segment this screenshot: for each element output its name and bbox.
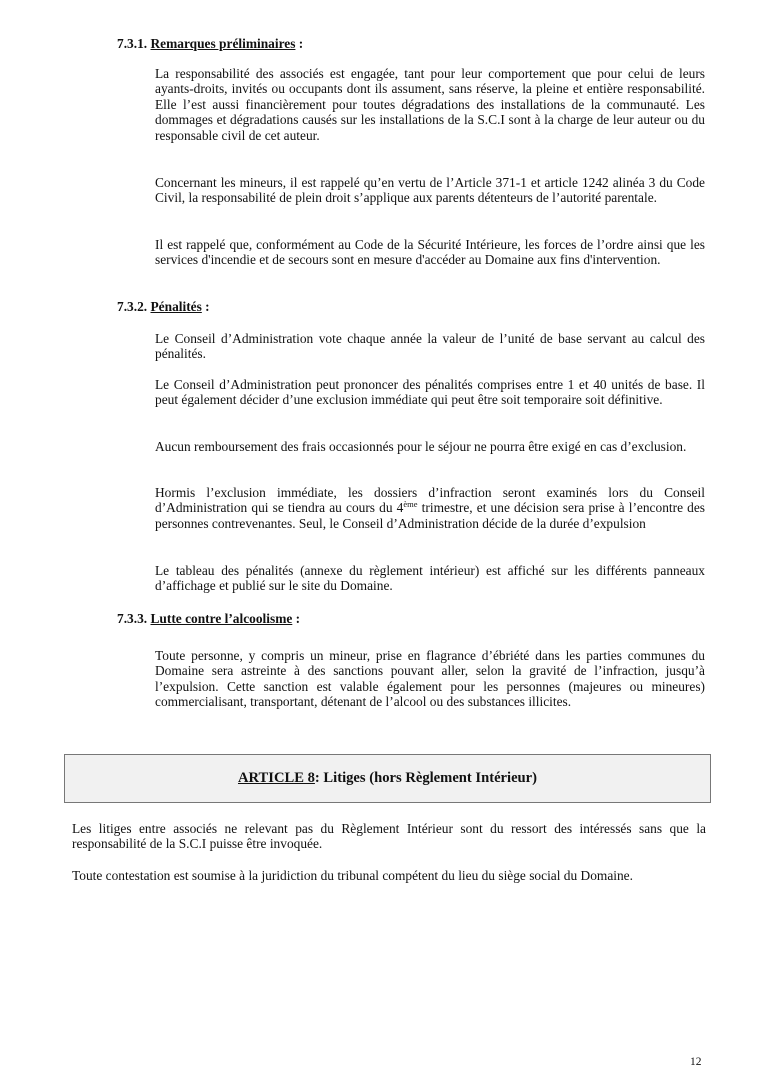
section-colon: : xyxy=(201,299,210,314)
paragraph: Toute personne, y compris un mineur, prise en flagrance d’ébriété dans les parties communes du Domaine sera astreinte à des sanctions pouvant aller, selon la gravité de l’infraction, jusqu’à l’expulsion. Cette sanction est valable également pour les personnes (majeures ou mineures) commercialisant, transportant, détenant de l’alcool ou des substances illicites. xyxy=(155,648,705,710)
section-heading-7-3-3 xyxy=(117,611,300,626)
section-colon: : xyxy=(295,36,304,51)
paragraph: Les litiges entre associés ne relevant pas du Règlement Intérieur sont du ressort des intéressés sans que la responsabilité de la S.C.I puisse être invoquée. xyxy=(72,821,706,852)
paragraph: Le Conseil d’Administration peut prononcer des pénalités comprises entre 1 et 40 unités de base. Il peut également décider d’une exclusion immédiate qui peut être soit temporaire soit définitive. xyxy=(155,377,705,408)
section-title: Pénalités xyxy=(150,299,202,314)
section-heading-7-3-2 xyxy=(117,299,210,314)
superscript: ème xyxy=(403,499,418,510)
article-heading-box xyxy=(64,754,711,803)
paragraph: Il est rappelé que, conformément au Code de la Sécurité Intérieure, les forces de l’ordre ainsi que les services d'incendie et de secours sont en mesure d'accéder au Domaine aux fins d'intervention. xyxy=(155,237,705,268)
paragraph: Concernant les mineurs, il est rappelé qu’en vertu de l’Article 371-1 et article 1242 alinéa 3 du Code Civil, la responsabilité de plein droit s’applique aux parents détenteurs de l’autorité parentale. xyxy=(155,175,705,206)
paragraph-text: Hormis l’exclusion immédiate, les dossiers d’infraction seront examinés lors du Conseil d’Administration qui se tiendra au cours du 4 xyxy=(155,485,705,516)
paragraph: Aucun remboursement des frais occasionnés pour le séjour ne pourra être exigé en cas d’exclusion. xyxy=(155,439,687,454)
section-title: Lutte contre l’alcoolisme xyxy=(150,611,293,626)
section-number: 7.3.2. xyxy=(117,299,148,314)
section-colon: : xyxy=(292,611,301,626)
article-reference: ARTICLE 8 xyxy=(237,769,315,786)
infraction-paragraph xyxy=(155,485,705,531)
paragraph-text: trimestre, et une décision sera prise à l’encontre des personnes contrevenantes. Seul, le Conseil d’Administration décide de la durée d’expulsion xyxy=(155,500,705,531)
paragraph: Toute contestation est soumise à la juridiction du tribunal compétent du lieu du siège social du Domaine. xyxy=(72,868,633,883)
section-number: 7.3.1. xyxy=(117,36,148,51)
page-number: 12 xyxy=(690,1056,702,1068)
paragraph: La responsabilité des associés est engagée, tant pour leur comportement que pour celui de leurs ayants-droits, invités ou occupants dont ils assument, sans réserve, la pleine et entière responsabilité. Elle l’est aussi financièrement pour toutes dégradations des installations de la communauté. Les dommages et dégradations causés sur les installations de la S.C.I sont à la charge de leur auteur ou du responsable civil de cet auteur. xyxy=(155,66,705,143)
section-title: Remarques préliminaires xyxy=(150,36,296,51)
paragraph: Le tableau des pénalités (annexe du règlement intérieur) est affiché sur les différents panneaux d’affichage et publié sur le site du Domaine. xyxy=(155,563,705,594)
article-title: : Litiges (hors Règlement Intérieur) xyxy=(314,769,538,786)
section-heading-7-3-1 xyxy=(117,36,303,51)
section-number: 7.3.3. xyxy=(117,611,148,626)
paragraph: Le Conseil d’Administration vote chaque année la valeur de l’unité de base servant au calcul des pénalités. xyxy=(155,331,705,362)
